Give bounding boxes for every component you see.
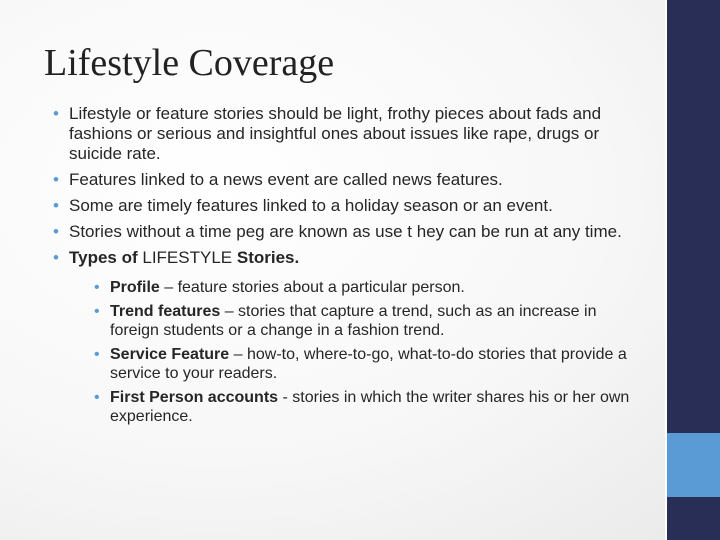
bullet-marker: • xyxy=(94,279,100,296)
sub-bullet-term: Trend features xyxy=(110,303,221,320)
bullet-marker: • xyxy=(53,104,59,123)
bullet-marker: • xyxy=(53,248,59,267)
types-heading-emphasis: LIFESTYLE xyxy=(142,248,233,267)
sub-bullet-description: – feature stories about a particular person. xyxy=(159,279,465,296)
sub-bullet-item xyxy=(91,388,645,426)
bullet-item xyxy=(50,196,645,216)
bullet-item xyxy=(50,222,645,242)
bullet-text: Features linked to a news event are called news features. xyxy=(69,170,503,189)
bullet-text: Lifestyle or feature stories should be light, frothy pieces about fads and fashions or serious and insightful ones about issues like rape, drugs or suicide rate. xyxy=(69,104,602,163)
bullet-marker: • xyxy=(94,389,100,406)
bullet-marker: • xyxy=(53,196,59,215)
bullet-marker: • xyxy=(53,222,59,241)
bullet-marker: • xyxy=(94,303,100,320)
sub-bullet-description: – stories that capture a trend, such as an increase in foreign students or a change in a fashion trend. xyxy=(110,303,597,339)
bullet-marker: • xyxy=(94,346,100,363)
sub-bullet-item xyxy=(91,278,645,297)
sub-bullet-item xyxy=(91,345,645,383)
bullet-item xyxy=(50,104,645,164)
bullet-item-types xyxy=(50,248,645,426)
sidebar-accent-block xyxy=(667,433,720,497)
sub-bullet-term: First Person accounts xyxy=(110,389,279,406)
sub-bullet-term: Profile xyxy=(110,279,160,296)
bullet-item xyxy=(50,170,645,190)
sub-bullet-term: Service Feature xyxy=(110,346,230,363)
sub-bullet-item xyxy=(91,302,645,340)
bullet-list xyxy=(50,104,645,426)
sidebar-bar xyxy=(667,0,720,540)
bullet-text: Stories without a time peg are known as use t hey can be run at any time. xyxy=(69,222,622,241)
slide-title: Lifestyle Coverage xyxy=(44,42,335,84)
bullet-marker: • xyxy=(53,170,59,189)
types-heading-prefix: Types of xyxy=(69,248,143,267)
slide-content xyxy=(50,104,645,426)
bullet-text: Some are timely features linked to a holiday season or an event. xyxy=(69,196,553,215)
types-heading-suffix: Stories. xyxy=(232,248,300,267)
sub-bullet-list xyxy=(91,278,645,426)
sub-bullet-description: - stories in which the writer shares his or her own experience. xyxy=(110,389,630,425)
sub-bullet-description: – how-to, where-to-go, what-to-do stories that provide a service to your readers. xyxy=(110,346,627,382)
